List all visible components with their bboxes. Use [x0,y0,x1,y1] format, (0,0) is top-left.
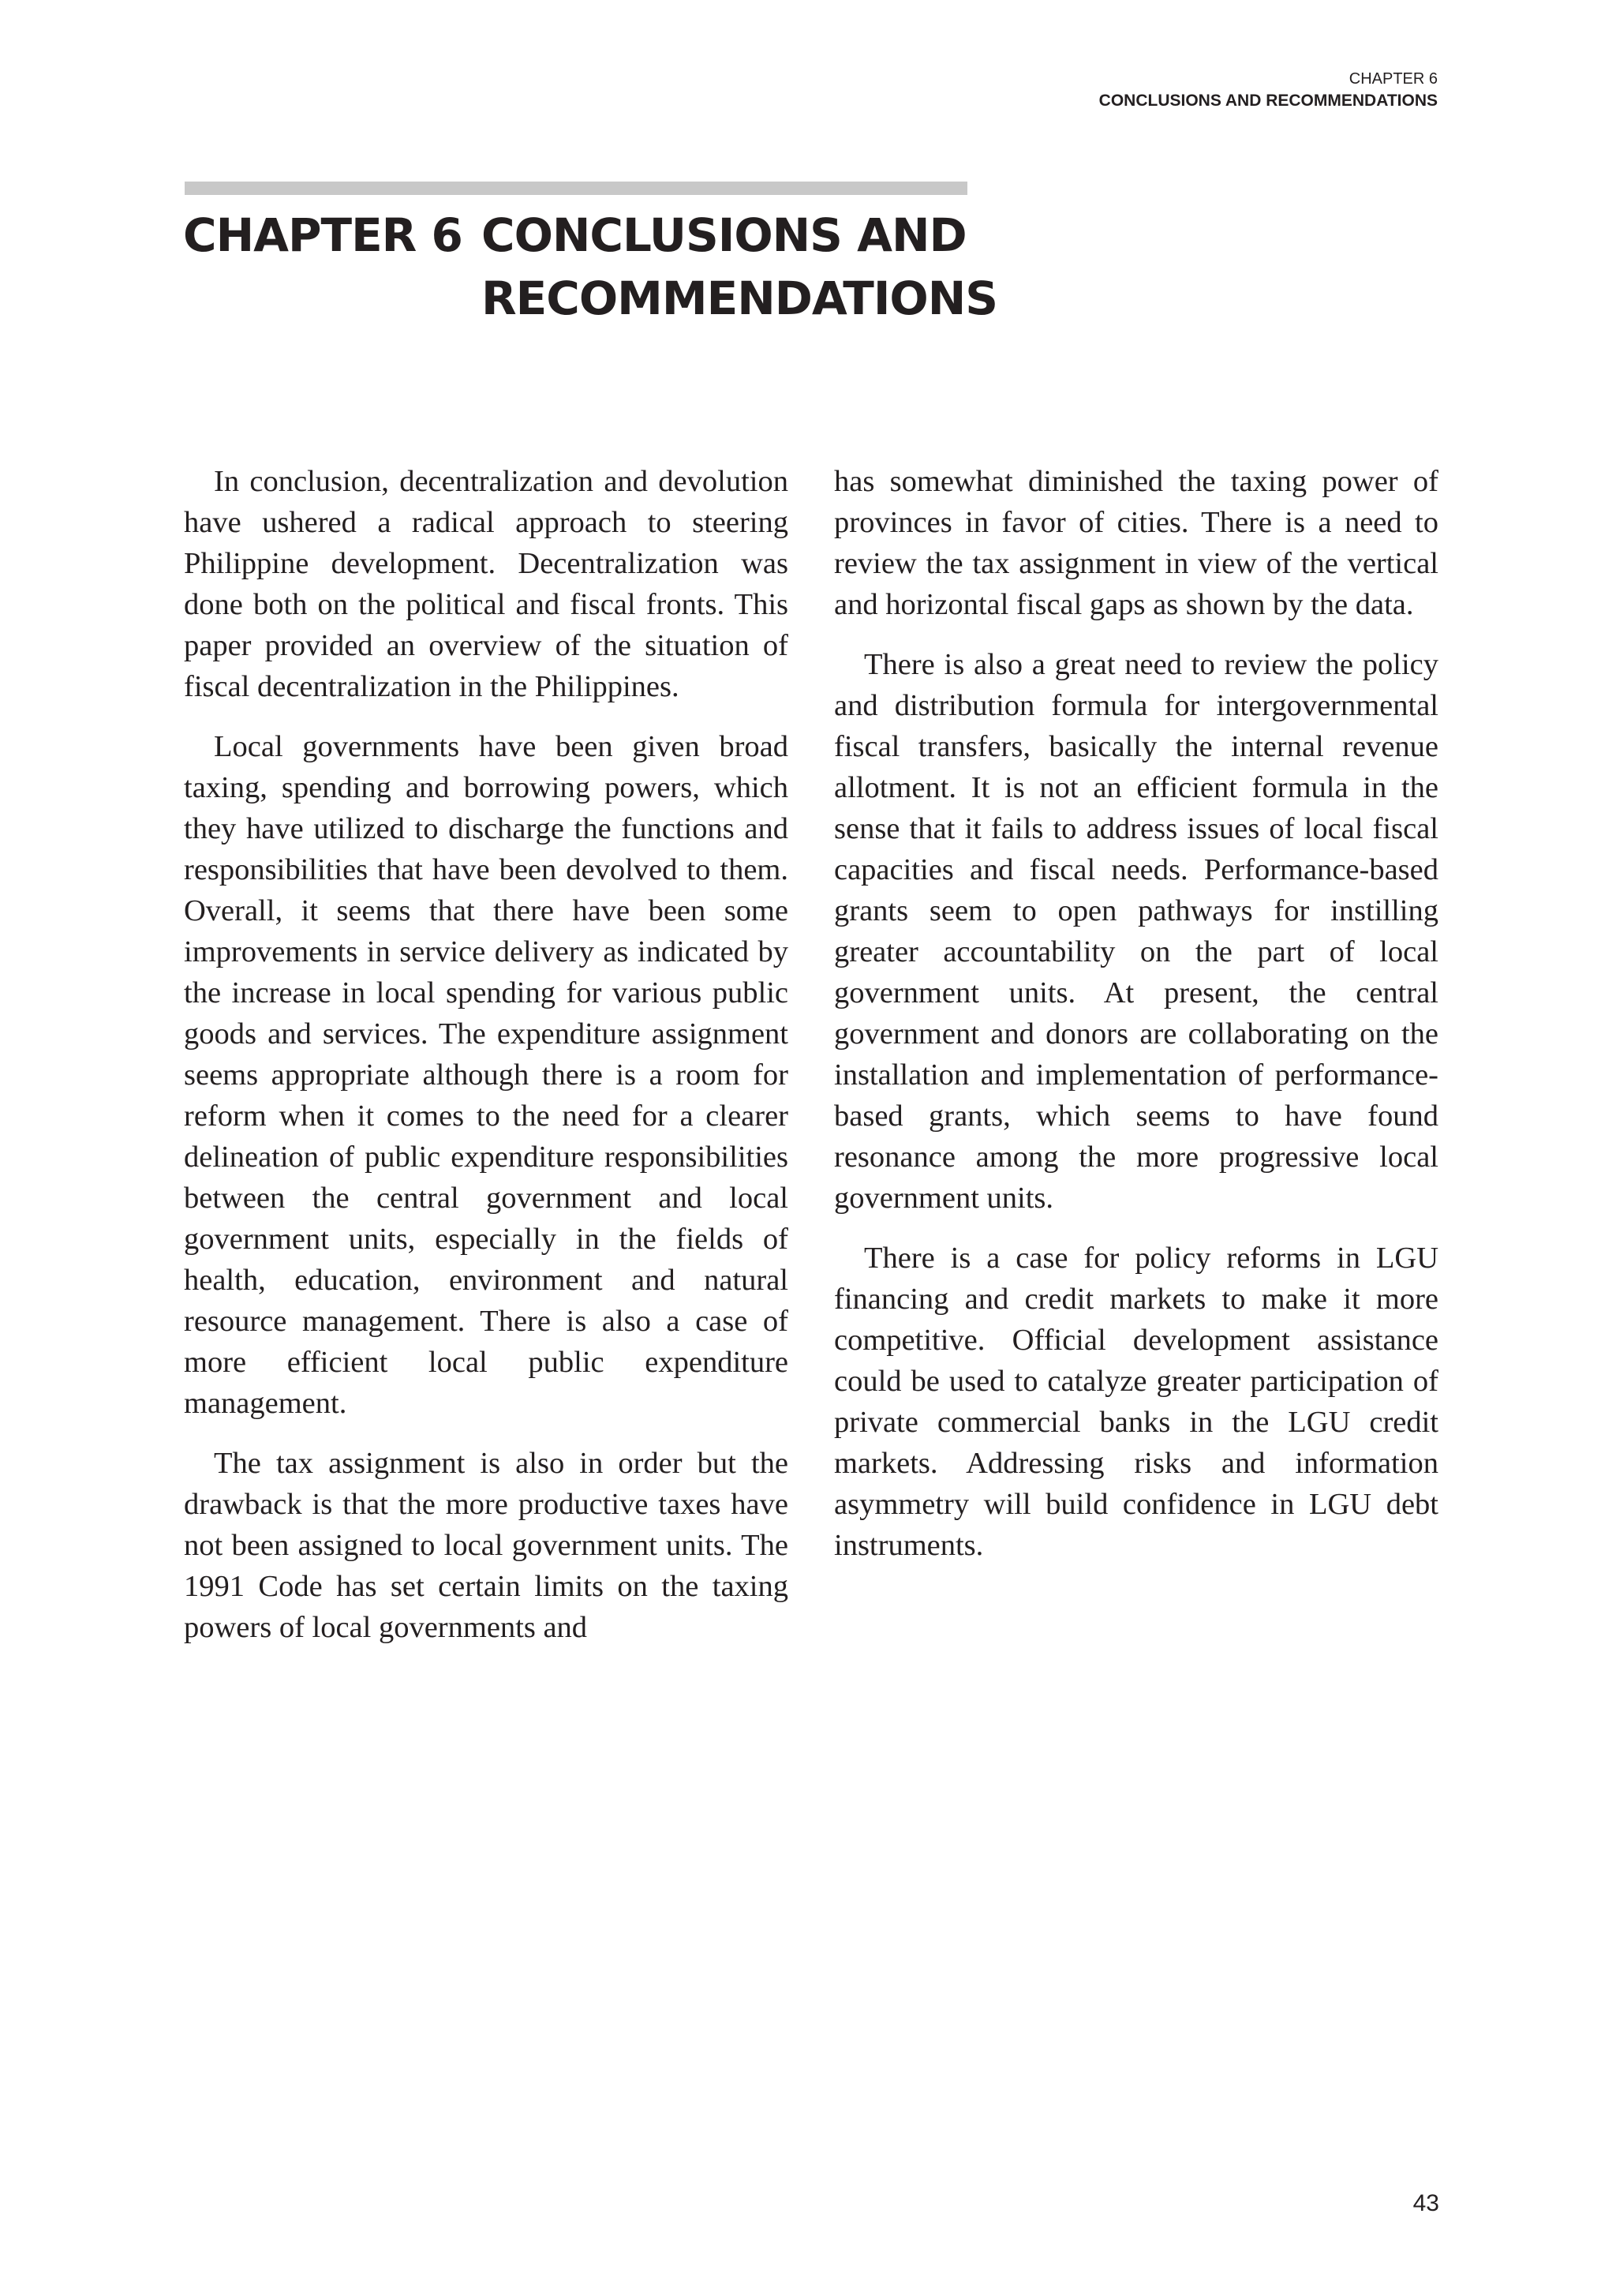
right-column [834,461,1438,1585]
paragraph: There is also a great need to review the policy and distribution formula for intergovernmental fiscal transfers, basically the internal revenue allotment. It is not an efficient formula in the sense that it fails to address issues of local fiscal capacities and fiscal needs. Performance-based grants seem to open pathways for instilling greater accountability on the part of local government units. At present, the central government and donors are collaborating on the installation and implementation of performance-based grants, which seems to have found resonance among the more progressive local government units. [834,648,1438,1215]
paragraph-continuation: has somewhat diminished the taxing power of provinces in favor of cities. There is a need to review the tax assignment in view of the vertical and horizontal fiscal gaps as shown by the data. [834,465,1438,621]
title-rule [185,182,967,195]
running-head-chapter: CHAPTER 6 [1349,70,1438,88]
paragraph: There is a case for policy reforms in LGU financing and credit markets to make it more competitive. Official development assistance could be used to catalyze greater participation of private commercial banks in the LGU credit markets. Addressing risks and information asymmetry will build confidence in LGU debt instruments. [834,1242,1438,1562]
paragraph: The tax assignment is also in order but the drawback is that the more productive taxes have not been assigned to local government units. The 1991 Code has set certain limits on the taxing powers of local governments and [184,1447,788,1644]
chapter-label: CHAPTER 6 [183,208,462,262]
paragraph: Local governments have been given broad taxing, spending and borrowing powers, which they have utilized to discharge the functions and responsibilities that have been devolved to them. Overall, it seems that there have been some improvements in service delivery as indicated by the increase in local spending for various public goods and services. The expenditure assignment seems appropriate although there is a room for reform when it comes to the need for a clearer delineation of public expenditure responsibilities between the central government and local government units, especially in the fields of health, education, environment and natural resource management. There is also a case of more efficient local public expenditure management. [184,730,788,1420]
chapter-title: CONCLUSIONS AND RECOMMENDATIONS [481,208,998,325]
running-head [1099,68,1438,112]
paragraph: In conclusion, decentralization and devolution have ushered a radical approach to steering Philippine development. Decentralization was done both on the political and fiscal fronts. This paper provided an overview of the situation of fiscal decentralization in the Philippines. [184,465,788,703]
left-column [184,461,788,1667]
running-head-title: CONCLUSIONS AND RECOMMENDATIONS [1098,92,1438,110]
page-number: 43 [1412,2190,1439,2216]
